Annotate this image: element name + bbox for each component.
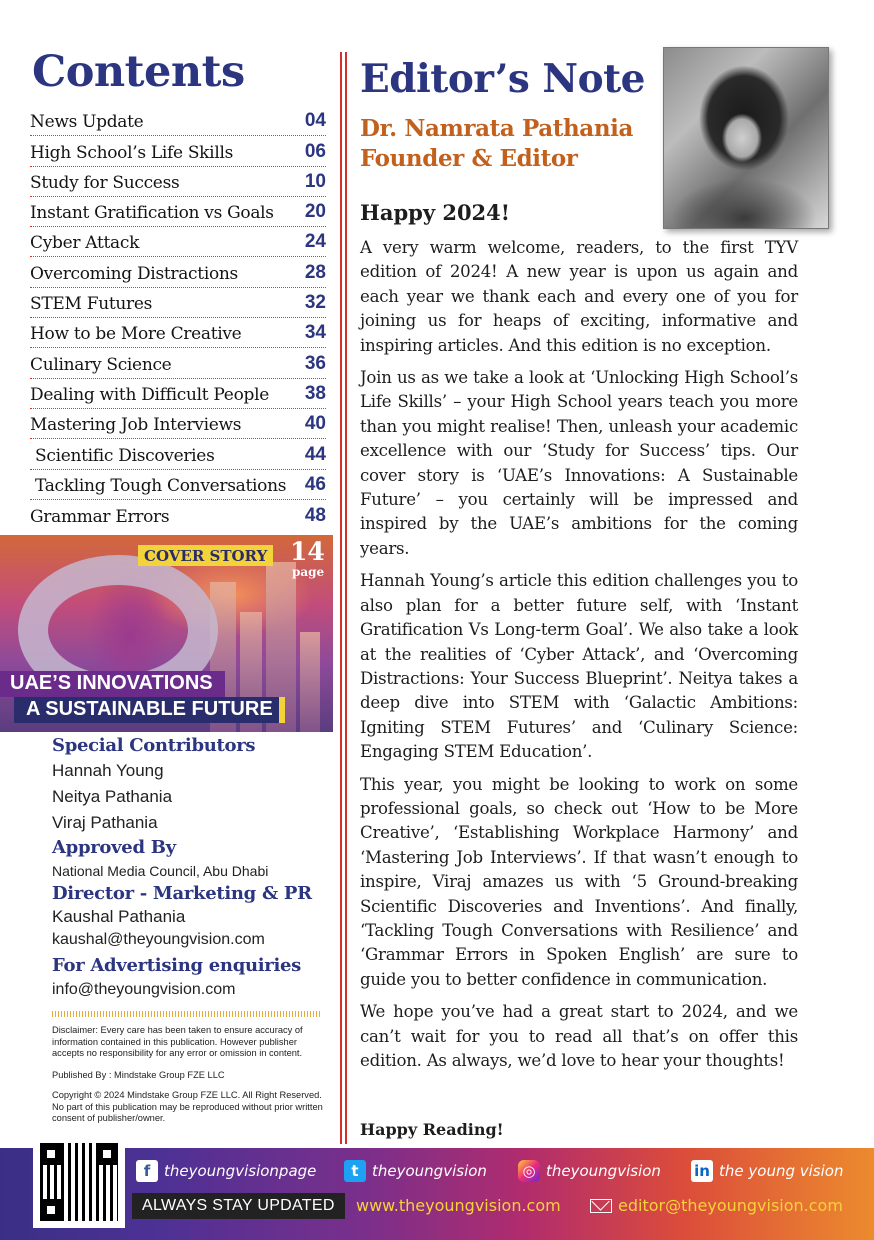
twitter-handle: theyoungvision xyxy=(372,1162,487,1180)
column-divider xyxy=(340,52,342,1144)
twitter-icon: t xyxy=(344,1160,366,1182)
editor-paragraph: Join us as we take a look at ‘Unlocking High School’s Life Skills’ – your High School years teach you more than you might realise! Then, unleash your academic excellence with our ‘Study for Success’ tips. Our cover story is ‘UAE’s Innovations: A Sustainable Future’ – you certainly will be impressed and inspired by the UAE’s ambitions for the coming years. xyxy=(360,368,798,558)
toc-page-number: 32 xyxy=(304,292,326,314)
instagram-handle: theyoungvision xyxy=(546,1162,661,1180)
toc-row[interactable] xyxy=(30,470,326,500)
disclaimer: Disclaimer: Every care has been taken to ensure accuracy of information contained in this publication. However publisher accepts no responsibility for any error or omission in content. xyxy=(52,1025,303,1059)
toc-row[interactable] xyxy=(30,348,326,378)
cover-story-tag: COVER STORY xyxy=(138,545,273,566)
advertising-email[interactable]: info@theyoungvision.com xyxy=(52,981,236,998)
toc-row[interactable] xyxy=(30,288,326,318)
toc-page-number: 04 xyxy=(304,110,326,132)
editor-paragraph: Hannah Young’s article this edition challenges you to also plan for a better future self, with ‘Instant Gratification Vs Long-term Goal’. We also take a look at the realities of ‘Cyber Attack’, and ‘Overcoming Distractions: Your Success Blueprint’. Neitya takes a deep dive into STEM with ‘Galactic Ambitions: Igniting STEM Futures’ and ‘Culinary Science: Engaging STEM Education’. xyxy=(360,571,798,762)
toc-label: Scientific Discoveries xyxy=(35,445,215,466)
facebook-handle: theyoungvisionpage xyxy=(164,1162,317,1180)
toc-row[interactable] xyxy=(30,106,326,136)
editor-byline xyxy=(360,114,633,174)
toc-row[interactable] xyxy=(30,500,326,530)
twitter-link[interactable] xyxy=(344,1160,487,1182)
table-of-contents xyxy=(30,106,326,530)
facebook-link[interactable] xyxy=(136,1160,316,1182)
toc-label: Dealing with Difficult People xyxy=(30,384,269,405)
advertising-heading: For Advertising enquiries xyxy=(52,955,302,976)
toc-page-number: 06 xyxy=(304,140,326,162)
linkedin-link[interactable] xyxy=(691,1160,843,1182)
linkedin-handle: the young vision xyxy=(719,1162,844,1180)
instagram-link[interactable] xyxy=(518,1160,661,1182)
cover-story-title-line2: A SUSTAINABLE FUTURE xyxy=(14,697,285,723)
toc-label: Mastering Job Interviews xyxy=(30,415,242,436)
toc-row[interactable] xyxy=(30,227,326,257)
toc-row[interactable] xyxy=(30,257,326,287)
toc-page-number: 10 xyxy=(304,170,326,192)
toc-label: Instant Gratification vs Goals xyxy=(30,203,274,224)
toc-page-number: 48 xyxy=(304,505,326,527)
approved-heading: Approved By xyxy=(52,837,176,858)
credits xyxy=(52,734,322,1002)
toc-label: Grammar Errors xyxy=(30,507,170,528)
editor-body xyxy=(360,236,798,1081)
editor-paragraph: This year, you might be looking to work on some professional goals, so check out ‘How to be More Creative’, ‘Establishing Workplace Harmony’ and ‘Mastering Job Interviews’. If that wasn’t enough to inspire, Viraj amazes us with ‘5 Ground-breaking Scientific Discoveries and Inventions’. And finally, ‘Tackling Tough Conversations with Resilience’ and ‘Grammar Errors in Spoken English’ are sure to guide you to better confidence in communication. xyxy=(360,774,798,989)
qr-eye xyxy=(44,1147,58,1161)
cover-story-page-label: page xyxy=(292,565,325,579)
contents-title: Contents xyxy=(32,47,245,97)
email-link[interactable] xyxy=(590,1196,843,1215)
qr-code[interactable] xyxy=(33,1136,125,1228)
toc-page-number: 24 xyxy=(304,231,326,253)
toc-row[interactable] xyxy=(30,197,326,227)
editor-role: Founder & Editor xyxy=(360,145,578,172)
copyright: Copyright © 2024 Mindstake Group FZE LLC. All Right Reserved. No part of this publication may be reproduced without prior written consent of publisher/owner. xyxy=(52,1090,323,1124)
published-by: Published By : Mindstake Group FZE LLC xyxy=(52,1070,225,1080)
toc-page-number: 38 xyxy=(304,382,326,404)
toc-label: High School’s Life Skills xyxy=(30,142,234,163)
facebook-icon: f xyxy=(136,1160,158,1182)
toc-label: STEM Futures xyxy=(30,294,153,315)
qr-eye xyxy=(44,1203,58,1217)
contributor-name: Neitya Pathania xyxy=(52,787,173,806)
toc-label: Culinary Science xyxy=(30,354,172,375)
editor-paragraph: A very warm welcome, readers, to the first TYV edition of 2024! A new year is upon us again and each year we thank each and every one of you for joining us for heaps of exciting, informative and inspiring articles. And this edition is no exception. xyxy=(360,238,798,355)
toc-label: Study for Success xyxy=(30,172,180,193)
cover-story-banner[interactable] xyxy=(0,535,333,732)
contributors-heading: Special Contributors xyxy=(52,735,256,756)
toc-row[interactable] xyxy=(30,379,326,409)
cover-story-title-line1: UAE’S INNOVATIONS xyxy=(0,671,225,697)
column-divider xyxy=(345,52,347,1144)
toc-page-number: 46 xyxy=(304,473,326,495)
toc-row[interactable] xyxy=(30,318,326,348)
toc-page-number: 28 xyxy=(304,261,326,283)
website-link[interactable]: www.theyoungvision.com xyxy=(356,1196,561,1215)
editor-heading: Happy 2024! xyxy=(360,200,510,225)
toc-label: Cyber Attack xyxy=(30,233,140,254)
divider xyxy=(52,1011,322,1017)
stay-updated-badge: ALWAYS STAY UPDATED xyxy=(132,1193,345,1219)
linkedin-icon: in xyxy=(691,1160,713,1182)
toc-page-number: 20 xyxy=(304,201,326,223)
cover-story-page-number: 14 xyxy=(290,537,325,566)
toc-page-number: 34 xyxy=(304,322,326,344)
toc-row[interactable] xyxy=(30,409,326,439)
contributor-name: Hannah Young xyxy=(52,761,164,780)
envelope-icon xyxy=(590,1199,612,1213)
editor-signoff: Happy Reading! xyxy=(360,1120,504,1139)
toc-label: Overcoming Distractions xyxy=(30,263,238,284)
approved-by: National Media Council, Abu Dhabi xyxy=(52,863,269,879)
toc-page-number: 40 xyxy=(304,413,326,435)
building-graphic xyxy=(300,632,320,732)
editor-name: Dr. Namrata Pathania xyxy=(360,115,633,142)
editors-note-title: Editor’s Note xyxy=(360,56,645,102)
email-address: editor@theyoungvision.com xyxy=(618,1196,843,1215)
contributor-name: Viraj Pathania xyxy=(52,813,158,832)
director-heading: Director - Marketing & PR xyxy=(52,883,312,904)
toc-row[interactable] xyxy=(30,136,326,166)
toc-label: Tackling Tough Conversations xyxy=(35,475,287,496)
instagram-icon: ◎ xyxy=(518,1160,540,1182)
editor-photo xyxy=(663,47,829,229)
director-email[interactable]: kaushal@theyoungvision.com xyxy=(52,931,265,948)
director-name: Kaushal Pathania xyxy=(52,907,186,926)
toc-row[interactable] xyxy=(30,167,326,197)
qr-eye xyxy=(100,1147,114,1161)
toc-page-number: 36 xyxy=(304,352,326,374)
toc-row[interactable] xyxy=(30,439,326,469)
toc-label: News Update xyxy=(30,112,144,133)
toc-label: How to be More Creative xyxy=(30,324,242,345)
toc-page-number: 44 xyxy=(304,443,326,465)
editor-paragraph: We hope you’ve had a great start to 2024, and we can’t wait for you to read all that’s on offer this edition. As always, we’d love to hear your thoughts! xyxy=(360,1002,798,1070)
